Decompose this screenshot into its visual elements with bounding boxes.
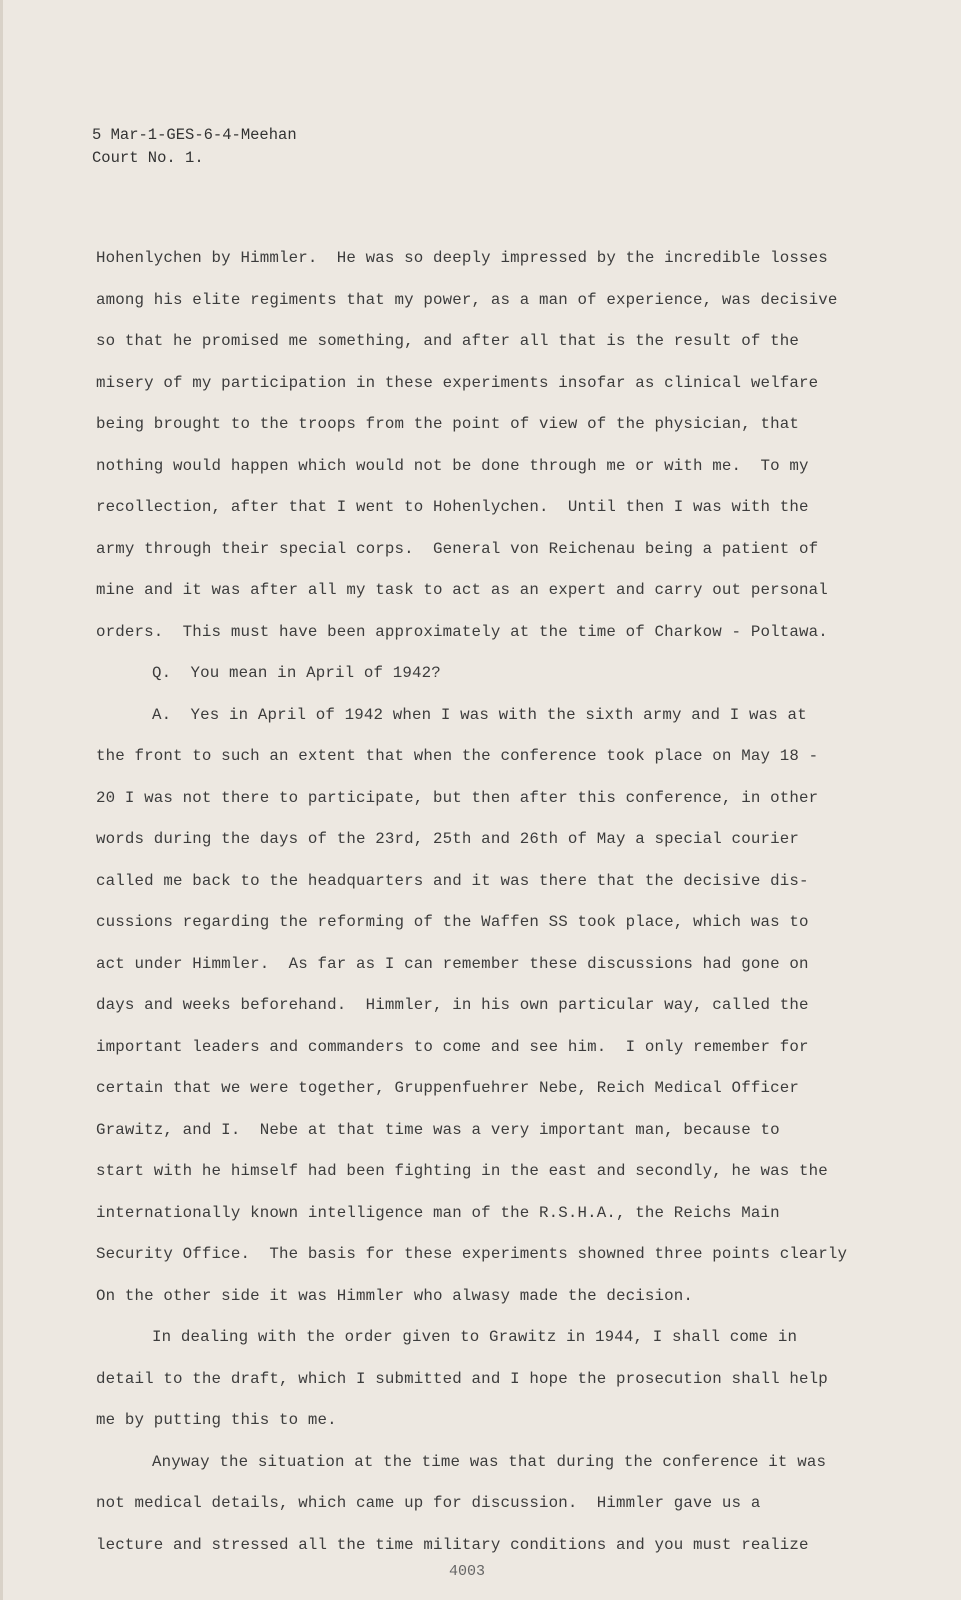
text-line: 20 I was not there to participate, but then after this conference, in other	[96, 788, 819, 807]
text-line: certain that we were together, Gruppenfuehrer Nebe, Reich Medical Officer	[96, 1079, 799, 1097]
text-line: recollection, after that I went to Hohenlychen. Until then I was with the	[96, 498, 809, 516]
transcript-body	[96, 247, 896, 1575]
text-line: the front to such an extent that when the conference took place on May 18 -	[96, 747, 819, 765]
text-line: among his elite regiments that my power, as a man of experience, was decisive	[96, 290, 838, 309]
header-reference: 5 Mar-1-GES-6-4-Meehan	[92, 126, 297, 144]
text-line: misery of my participation in these experiments insofar as clinical welfare	[96, 373, 819, 392]
text-line: Grawitz, and I. Nebe at that time was a very important man, because to	[96, 1120, 780, 1139]
paragraph-start-line: Anyway the situation at the time was that during the conference it was	[152, 1452, 827, 1471]
text-line: important leaders and commanders to come and see him. I only remember for	[96, 1037, 809, 1056]
text-line: detail to the draft, which I submitted and I hope the prosecution shall help	[96, 1369, 828, 1388]
text-line: days and weeks beforehand. Himmler, in his own particular way, called the	[96, 996, 809, 1014]
text-line: cussions regarding the reforming of the Waffen SS took place, which was to	[96, 913, 809, 931]
text-line: start with he himself had been fighting in the east and secondly, he was the	[96, 1162, 828, 1180]
text-line: nothing would happen which would not be done through me or with me. To my	[96, 456, 809, 475]
text-line: Hohenlychen by Himmler. He was so deeply impressed by the incredible losses	[96, 249, 828, 267]
text-line: army through their special corps. General von Reichenau being a patient of	[96, 539, 819, 558]
text-line: lecture and stressed all the time military conditions and you must realize	[96, 1535, 809, 1554]
paragraph-start-line: In dealing with the order given to Grawitz in 1944, I shall come in	[152, 1328, 798, 1346]
text-line: me by putting this to me.	[96, 1411, 337, 1429]
text-line: called me back to the headquarters and it was there that the decisive dis-	[96, 871, 809, 890]
text-line: internationally known intelligence man of the R.S.H.A., the Reichs Main	[96, 1203, 780, 1222]
text-line: words during the days of the 23rd, 25th and 26th of May a special courier	[96, 830, 799, 848]
text-line: orders. This must have been approximately at the time of Charkow - Poltawa.	[96, 622, 828, 641]
answer-line: A. Yes in April of 1942 when I was with the sixth army and I was at	[152, 705, 807, 724]
text-line: mine and it was after all my task to act as an expert and carry out personal	[96, 581, 828, 599]
text-line: not medical details, which came up for discussion. Himmler gave us a	[96, 1494, 761, 1512]
header-court: Court No. 1.	[92, 149, 204, 167]
document-header	[92, 124, 297, 170]
text-line: act under Himmler. As far as I can remember these discussions had gone on	[96, 954, 809, 973]
page-number: 4003	[449, 1563, 486, 1580]
text-line: so that he promised me something, and after all that is the result of the	[96, 332, 799, 350]
text-line: being brought to the troops from the point of view of the physician, that	[96, 415, 799, 433]
text-line: Security Office. The basis for these experiments showned three points clearly	[96, 1245, 848, 1263]
question-line: Q. You mean in April of 1942?	[152, 664, 441, 682]
text-line: On the other side it was Himmler who alwasy made the decision.	[96, 1286, 694, 1305]
